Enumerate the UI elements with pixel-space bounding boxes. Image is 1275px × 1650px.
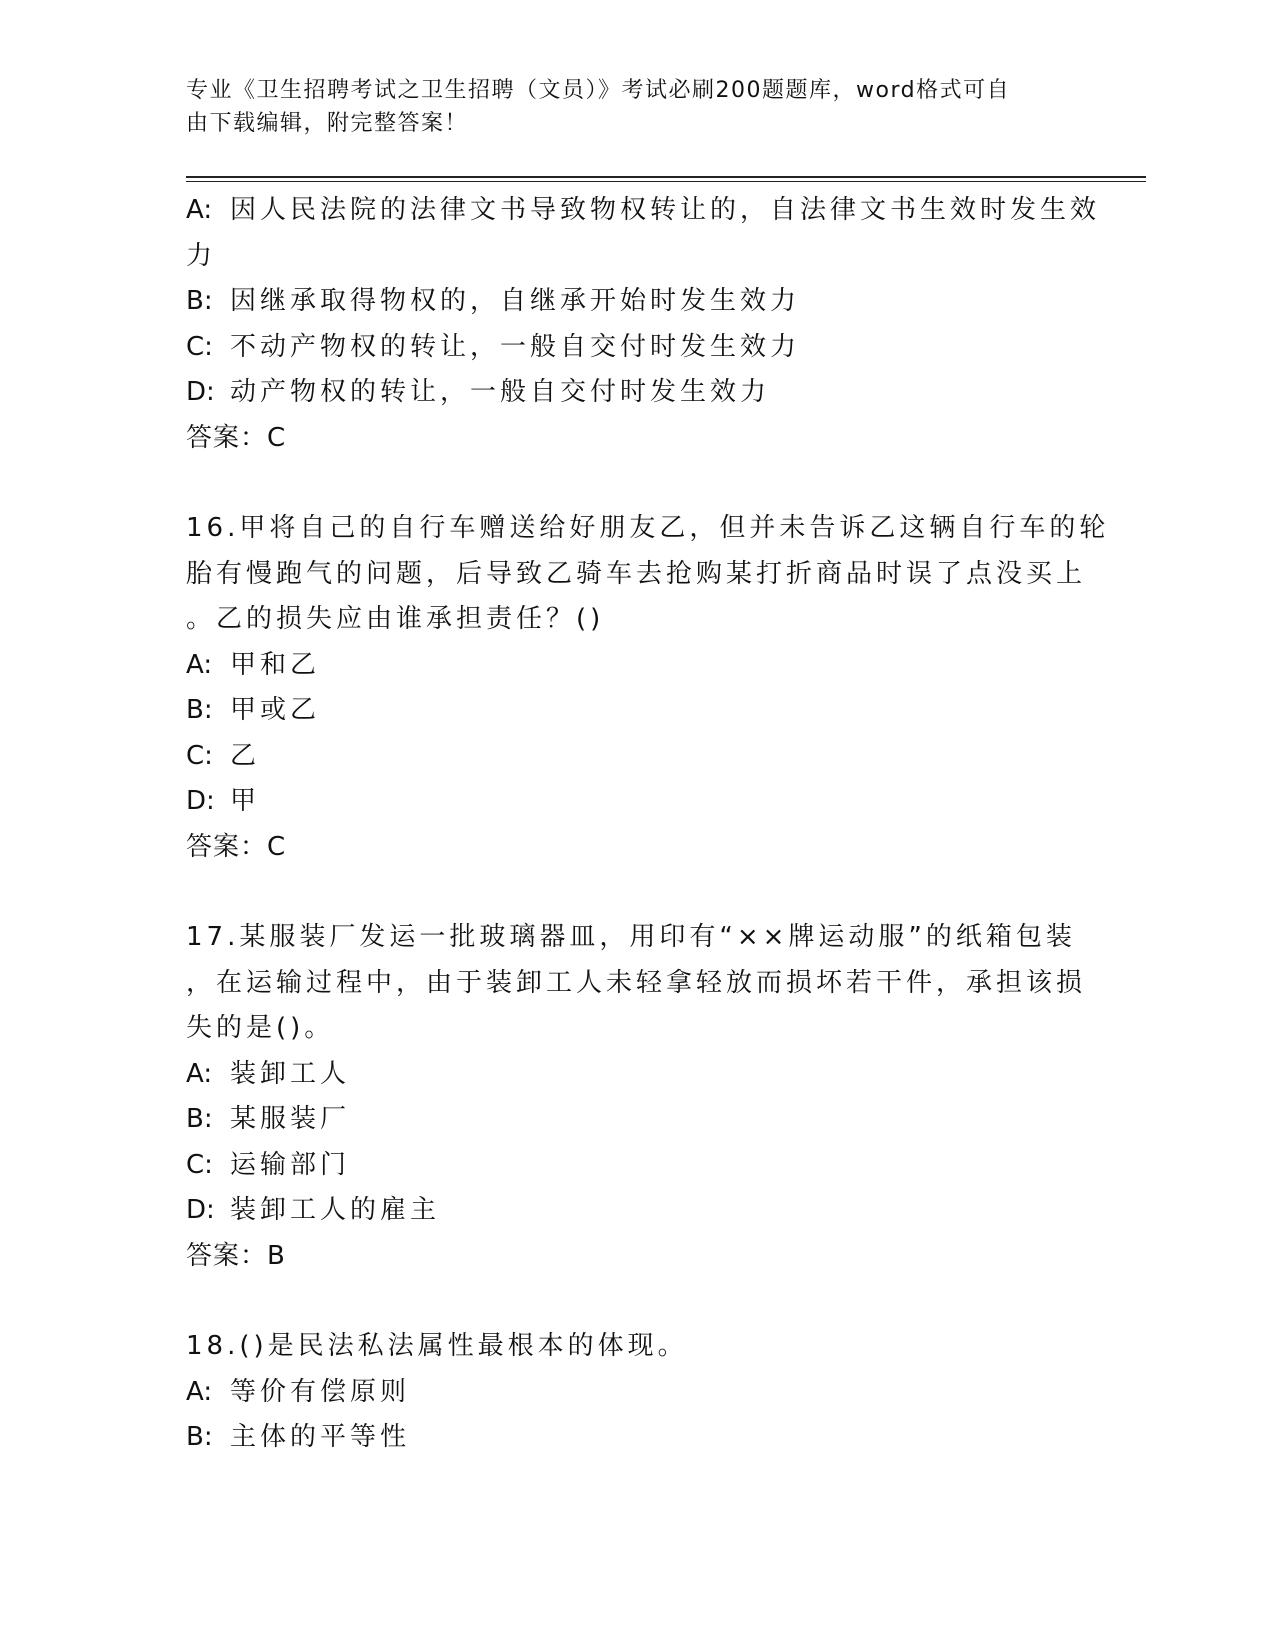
option-b: B: 甲或乙 (186, 695, 321, 725)
option-c: C: 乙 (186, 740, 261, 771)
option-a: A: 因人民法院的法律文书导致物权转让的，自法律文书生效时发生效 (186, 195, 1101, 225)
option-a: A: 装卸工人 (186, 1058, 351, 1089)
option-c: C: 不动产物权的转让，一般自交付时发生效力 (186, 331, 801, 362)
question-stem-line: ，在运输过程中，由于装卸工人未轻拿轻放而损坏若干件，承担该损 (186, 967, 1087, 998)
document-header (186, 74, 1066, 140)
header-rule-thick (186, 176, 1146, 178)
header-rule-thin (186, 181, 1146, 182)
option-a: A: 等价有偿原则 (186, 1376, 411, 1407)
question-15 (186, 188, 1101, 461)
question-stem-line: 16.甲将自己的自行车赠送给好朋友乙，但并未告诉乙这辆自行车的轮 (186, 513, 1110, 543)
question-16 (186, 506, 1110, 870)
question-18 (186, 1324, 1066, 1461)
option-b: B: 主体的平等性 (186, 1422, 411, 1452)
option-d: D: 动产物权的转让，一般自交付时发生效力 (186, 377, 771, 407)
answer: 答案：B (186, 1240, 286, 1271)
question-17 (186, 915, 1087, 1279)
option-c: C: 运输部门 (186, 1149, 351, 1180)
question-stem-line: 18.()是民法私法属性最根本的体现。 (186, 1331, 688, 1361)
option-a: A: 甲和乙 (186, 649, 321, 680)
option-a-continuation: 力 (186, 240, 217, 271)
question-stem-line: 。乙的损失应由谁承担责任？() (186, 604, 605, 634)
question-stem-line: 失的是()。 (186, 1013, 335, 1043)
header-line-1: 专业《卫生招聘考试之卫生招聘（文员）》考试必刷200题题库，word格式可自 (186, 78, 1011, 103)
option-d: D: 甲 (186, 786, 261, 816)
question-stem-line: 胎有慢跑气的问题，后导致乙骑车去抢购某打折商品时误了点没买上 (186, 558, 1087, 589)
question-stem-line: 17.某服装厂发运一批玻璃器皿，用印有“××牌运动服”的纸箱包装 (186, 922, 1076, 952)
header-line-2: 由下载编辑，附完整答案！ (186, 111, 469, 136)
option-b: B: 某服装厂 (186, 1104, 351, 1134)
option-b: B: 因继承取得物权的，自继承开始时发生效力 (186, 286, 801, 316)
answer: 答案：C (186, 422, 287, 453)
option-d: D: 装卸工人的雇主 (186, 1195, 441, 1225)
document-body (186, 188, 1110, 1461)
answer: 答案：C (186, 831, 287, 862)
